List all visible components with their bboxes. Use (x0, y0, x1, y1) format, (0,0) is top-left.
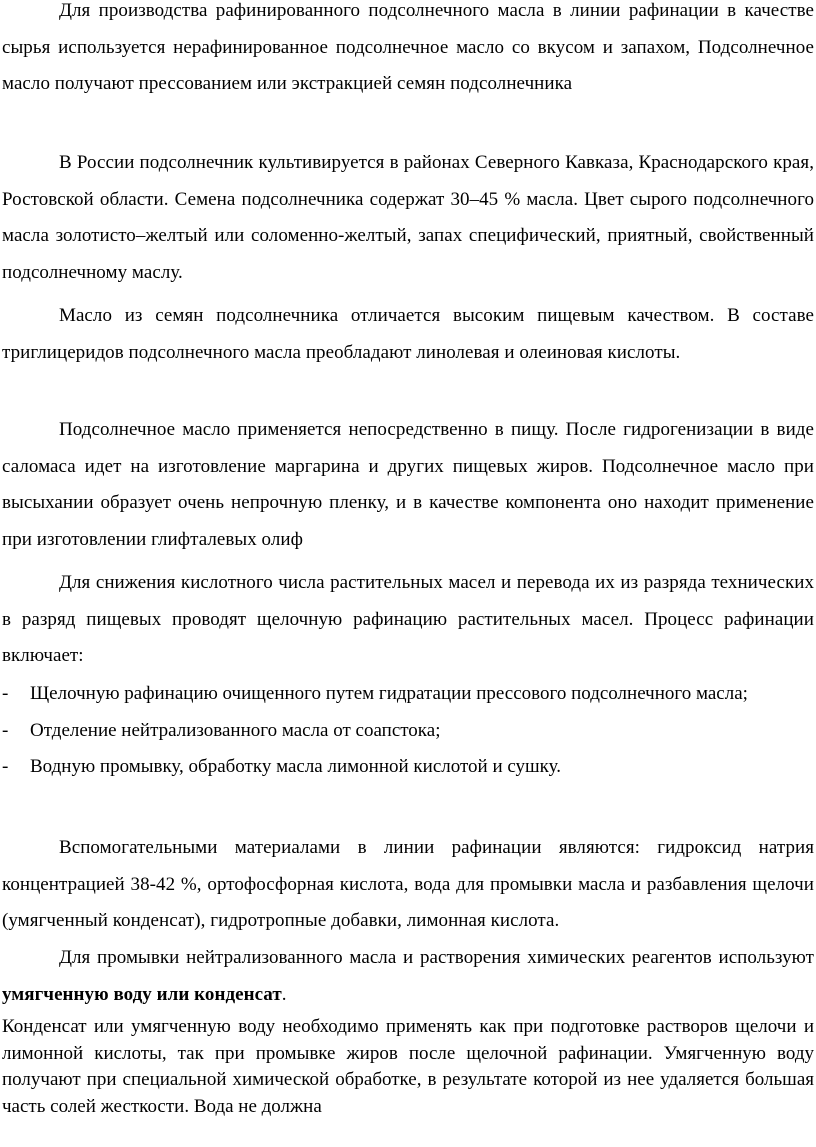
paragraph-quality: Масло из семян подсолнечника отличается высоким пищевым качеством. В составе триглицеридов подсолнечного масла преобладают линолевая и олеиновая кислоты. (2, 305, 814, 363)
list-dash: - (2, 756, 9, 777)
paragraph-washing (2, 940, 814, 1013)
list-item-text: Отделение нейтрализованного масла от соапстока; (30, 719, 441, 741)
list-item-text: Щелочную рафинацию очищенного путем гидратации прессового подсолнечного масла; (30, 683, 748, 704)
list-dash: - (2, 719, 9, 741)
paragraph-usage: Подсолнечное масло применяется непосредственно в пищу. После гидрогенизации в виде саломаса идет на изготовление маргарина и других пищевых жиров. Подсолнечное масло при высыхании образует очень непрочную пленку, и в качестве компонента оно находит применение при изготовлении глифталевых олиф (2, 419, 814, 550)
washing-bold-term: умягченную воду или конденсат (2, 983, 282, 1005)
list-item (2, 749, 814, 786)
list-item (2, 713, 814, 750)
refining-steps-list (2, 676, 814, 786)
washing-text: Для промывки нейтрализованного масла и растворения химических реагентов используют (59, 947, 814, 968)
list-dash: - (2, 683, 9, 704)
list-item (2, 676, 814, 713)
paragraph-cultivation: В России подсолнечник культивируется в районах Северного Кавказа, Краснодарского края, Ростовской области. Семена подсолнечника содержат 30–45 % масла. Цвет сырого подсолнечного масла золотисто–желтый или соломенно-желтый, запах специфический, приятный, свойственный подсолнечному маслу. (2, 152, 814, 283)
washing-text-end: . (281, 983, 287, 1005)
paragraph-auxiliary-materials: Вспомогательными материалами в линии рафинации являются: гидроксид натрия концентрацией 38-42 %, ортофосфорная кислота, вода для промывки масла и разбавления щелочи (умягченный конденсат), гидротропные добавки, лимонная кислота. (2, 837, 814, 931)
list-item-text: Водную промывку, обработку масла лимонной кислотой и сушку. (30, 756, 561, 777)
paragraph-condensate: Конденсат или умягченную воду необходимо применять как при подготовке растворов щелочи и лимонной кислоты, так при промывке жиров после щелочной рафинации. Умягченную воду получают при специальной химической обработке, в результате которой из нее удаляется большая часть солей жесткости. Вода не должна (2, 1016, 814, 1117)
paragraph-refining-intro: Для снижения кислотного числа растительных масел и перевода их из разряда технических в разряд пищевых проводят щелочную рафинацию растительных масел. Процесс рафинации включает: (2, 572, 814, 666)
paragraph-raw-material: Для производства рафинированного подсолнечного масла в линии рафинации в качестве сырья используется нерафинированное подсолнечное масло со вкусом и запахом, Подсолнечное масло получают прессованием или экстракцией семян подсолнечника (2, 0, 814, 94)
